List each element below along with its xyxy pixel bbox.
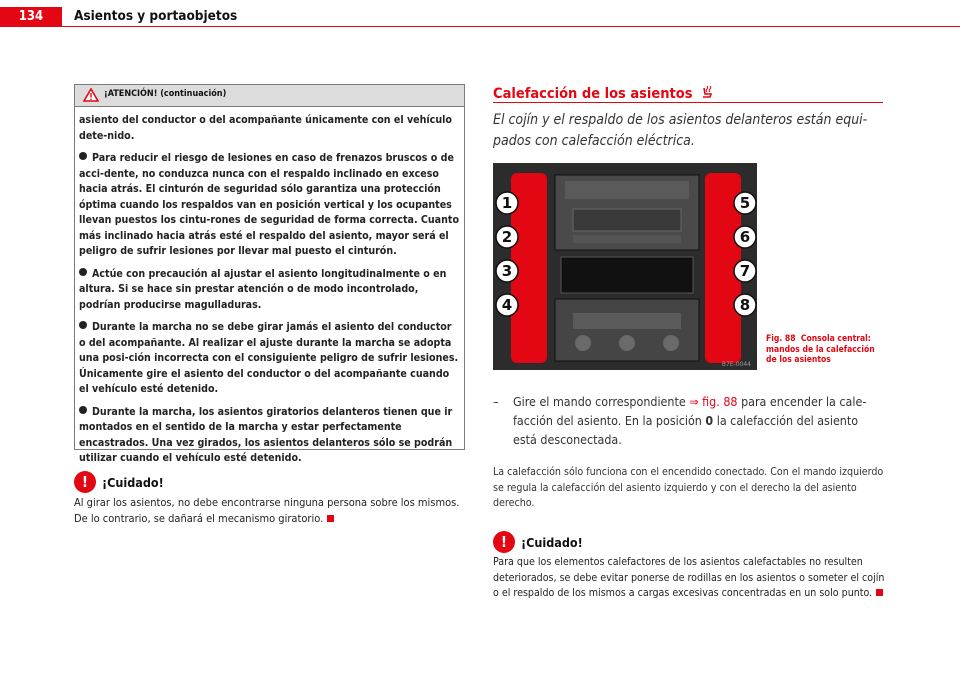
- callout-text-6: 6: [739, 228, 751, 246]
- console-figure: [493, 163, 757, 370]
- page-header: [0, 0, 960, 30]
- caution-icon: !: [493, 531, 515, 553]
- figure-caption: Fig. 88 Consola central: mandos de la calefacción de los asientos: [766, 334, 875, 365]
- chapter-title: Asientos y portaobjetos: [74, 8, 238, 24]
- seat-heating-icon: [700, 84, 714, 100]
- step-dash: –: [493, 394, 499, 409]
- bullet-icon: [79, 152, 87, 160]
- section-subtitle: El cojín y el respaldo de los asientos delanteros están equi-pados con calefacción eléctrica.: [493, 112, 868, 149]
- bullet-icon: [79, 406, 87, 414]
- console-illustration: [493, 163, 757, 370]
- section-title: Calefacción de los asientos: [493, 84, 714, 102]
- callout-text-1: 1: [501, 194, 513, 212]
- warning-bullet: Actúe con precaución al ajustar el asiento longitudinalmente o en altura. Si se hace sin prestar atención o de modo incontrolado, podrían producirse magulladuras.: [79, 267, 447, 311]
- caution-text: Para que los elementos calefactores de los asientos calefactables no resulten deteriorados, se debe evitar ponerse de rodillas en los asientos o someter el cojín o el respaldo de los mismos a cargas excesivas concentradas en un solo punto.: [493, 556, 885, 599]
- caution-title: ¡Cuidado!: [521, 535, 583, 550]
- warning-bullet: Para reducir el riesgo de lesiones en caso de frenazos bruscos o de acci-dente, no conduzca nunca con el respaldo inclinado en exceso hacia atrás. El cinturón de seguridad sólo garantiza una protección óptima cuando los respaldos van en posición vertical y los ocupantes llevan puestos los cintu-rones de seguridad de forma correcta. Cuanto más inclinado hacia atrás esté el respaldo del asiento, mayor será el peligro de sufrir lesiones por llevar mal puesto el cinturón.: [79, 152, 460, 257]
- instruction-step: – Gire el mando correspondiente ⇒ fig. 88 para encender la cale-facción del asiento. En la posición 0 la calefacción del asiento está desconectada.: [493, 394, 867, 447]
- figure-link[interactable]: ⇒ fig. 88: [689, 394, 738, 409]
- callout-text-8: 8: [739, 296, 751, 314]
- end-marker-icon: [327, 515, 334, 522]
- warning-header: [75, 85, 464, 107]
- warning-body: [75, 107, 464, 467]
- figure-code: B7E-0044: [721, 361, 751, 368]
- caution-right: [493, 531, 885, 602]
- caution-title: ¡Cuidado!: [102, 475, 164, 490]
- callout-text-2: 2: [501, 228, 513, 246]
- callout-text-4: 4: [501, 296, 513, 314]
- warning-paragraph: asiento del conductor o del acompañante únicamente con el vehículo dete-nido.: [79, 114, 452, 142]
- bullet-icon: [79, 268, 87, 276]
- warning-bullet: Durante la marcha, los asientos giratorios delanteros tienen que ir montados en el sentido de la marcha y estar perfectamente encastrados. Una vez girados, los asientos delanteros sólo se podrán utilizar cuando el vehículo esté detenido.: [79, 405, 453, 464]
- caution-text: Al girar los asientos, no debe encontrarse ninguna persona sobre los mismos. De lo contrario, se dañará el mecanismo giratorio.: [74, 496, 460, 525]
- caution-icon: !: [74, 471, 96, 493]
- body-paragraph: La calefacción sólo funciona con el encendido conectado. Con el mando izquierdo se regula la calefacción del asiento izquierdo y con el derecho la del asiento derecho.: [493, 466, 884, 509]
- callout-text-3: 3: [501, 262, 513, 280]
- header-rule: [62, 26, 960, 27]
- caution-left: [74, 471, 463, 527]
- warning-box: [74, 84, 465, 464]
- bullet-icon: [79, 321, 87, 329]
- end-marker-icon: [876, 589, 883, 596]
- page-number: 134: [0, 7, 62, 27]
- warning-bullet: Durante la marcha no se debe girar jamás el asiento del conductor o del acompañante. Al realizar el ajuste durante la marcha se adopta una posi-ción incorrecta con el consiguiente peligro de sufrir lesiones. Únicamente gire el asiento del conductor o del acompañante cuando el vehículo esté detenido.: [79, 321, 459, 395]
- warning-title: ¡ATENCIÓN! (continuación): [104, 89, 227, 99]
- callout-text-7: 7: [739, 262, 751, 280]
- section-rule: [493, 102, 883, 103]
- callout-text-5: 5: [739, 194, 751, 212]
- warning-triangle-icon: [83, 88, 99, 102]
